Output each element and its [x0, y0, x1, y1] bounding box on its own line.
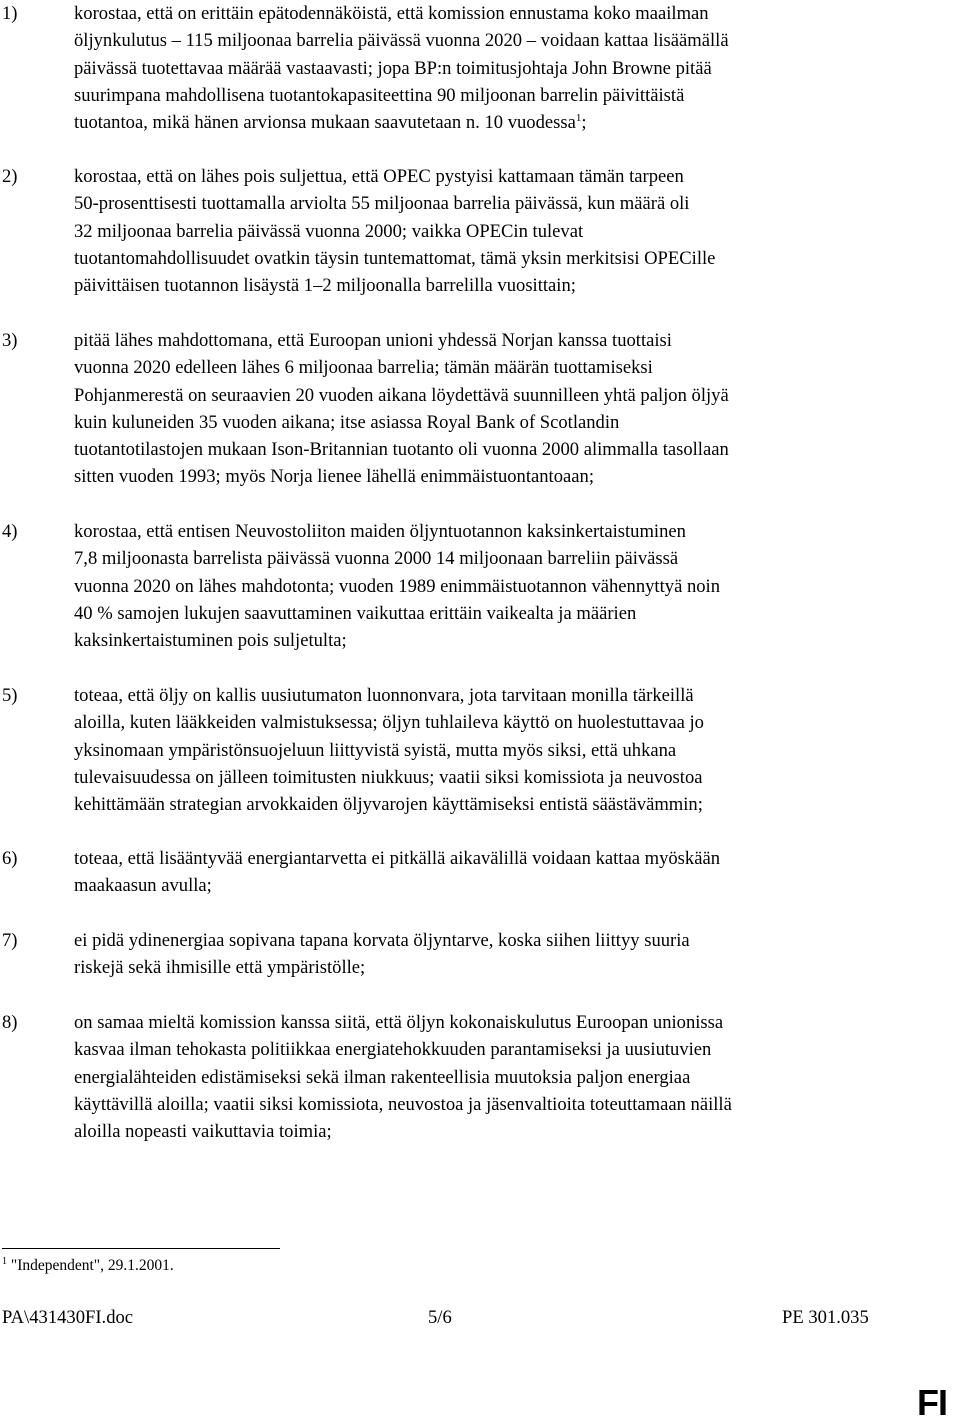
item-number: 2): [2, 166, 18, 187]
text-line: [74, 518, 894, 545]
text-line-content: tuotantomahdollisuudet ovatkin täysin tuntemattomat, tämä yksin merkitsisi OPECille: [74, 247, 716, 269]
text-line: [74, 600, 894, 627]
text-line: [74, 927, 894, 954]
item-text: [74, 327, 894, 491]
text-line: [74, 845, 894, 872]
text-line: [74, 245, 894, 272]
text-line-content: energialähteiden edistämiseksi sekä ilman rakenteellisia muutoksia paljon energiaa: [74, 1066, 691, 1088]
item-number: 4): [2, 521, 18, 542]
text-line: [74, 163, 894, 190]
text-line: [74, 737, 894, 764]
text-line-content: korostaa, että on erittäin epätodennäköistä, että komission ennustama koko maailman: [74, 3, 709, 24]
text-line: [74, 27, 894, 54]
text-line: [74, 463, 894, 490]
footnote-separator: [2, 1248, 280, 1249]
text-line-content: 40 % samojen lukujen saavuttaminen vaikuttaa erittäin vaikealta ja määrien: [74, 602, 637, 624]
text-line: [74, 682, 894, 709]
text-line: [74, 1009, 894, 1036]
footnote: [2, 1256, 174, 1276]
text-line-content: käyttävillä aloilla; vaatii siksi komissiota, neuvostoa ja jäsenvaltioita toteuttamaan näillä: [74, 1093, 732, 1115]
text-line-content: toteaa, että öljy on kallis uusiutumaton luonnonvara, jota tarvitaan monilla tärkeillä: [74, 685, 694, 706]
text-line: [74, 82, 894, 109]
text-line: [74, 409, 894, 436]
text-line-content: vuonna 2020 edelleen lähes 6 miljoonaa barrelia; tämän määrän tuottamiseksi: [74, 357, 653, 379]
text-line: [74, 272, 894, 299]
text-line: [74, 354, 894, 381]
text-line: [74, 573, 894, 600]
text-line: [74, 545, 894, 572]
item-text: [74, 927, 894, 982]
item-text: [74, 163, 894, 299]
item-text: [74, 845, 894, 900]
text-line: [74, 1118, 894, 1145]
text-line-content: aloilla, kuten lääkkeiden valmistuksessa; öljyn tuhlaileva käyttö on huolestuttavaa jo: [74, 712, 704, 734]
text-line-content: tuotantotilastojen mukaan Ison-Britannian tuotanto oli vuonna 2000 alimmalla tasollaan: [74, 439, 729, 461]
text-line: [74, 1036, 894, 1063]
item-number: 7): [2, 930, 18, 951]
item-number: 5): [2, 685, 18, 706]
footer-page-number: 5/6: [428, 1307, 452, 1328]
text-line-content: päivässä tuotettavaa määrää vastaavasti; jopa BP:n toimitusjohtaja John Browne pitää: [74, 57, 712, 79]
footer-pe-number: PE 301.035: [782, 1307, 869, 1328]
text-line-content: tulevaisuudessa on jälleen toimitusten niukkuus; vaatii siksi komissiota ja neuvostoa: [74, 766, 703, 788]
text-line-content: Pohjanmerestä on seuraavien 20 vuoden aikana löydettävä suunnilleen yhtä paljon öljyä: [74, 384, 729, 406]
text-line: [74, 791, 894, 818]
text-line-content: pitää lähes mahdottomana, että Euroopan unioni yhdessä Norjan kanssa tuottaisi: [74, 330, 672, 351]
footnote-text: "Independent", 29.1.2001.: [10, 1257, 174, 1274]
text-line-content: 50-prosenttisesti tuottamalla arviolta 55 miljoonaa barrelia päivässä, kun määrä oli: [74, 193, 690, 215]
text-line: [74, 872, 894, 899]
text-line-content: suurimpana mahdollisena tuotantokapasiteettina 90 miljoonan barrelin päivittäistä: [74, 84, 685, 106]
text-line-content: aloilla nopeasti vaikuttavia toimia;: [74, 1121, 332, 1143]
text-line-content: vuonna 2020 on lähes mahdotonta; vuoden 1989 enimmäistuotannon vähennyttyä noin: [74, 575, 721, 597]
text-line-content: ei pidä ydinenergiaa sopivana tapana korvata öljyntarve, koska siihen liittyy suuria: [74, 930, 690, 951]
footnote-marker: 1: [2, 1256, 7, 1267]
text-line-content: riskejä sekä ihmisille että ympäristölle;: [74, 957, 366, 979]
language-mark: FI: [917, 1382, 947, 1423]
item-number: 1): [2, 3, 18, 24]
footnote-reference: 1: [575, 112, 582, 125]
text-line: [74, 109, 894, 136]
text-line: [74, 218, 894, 245]
text-line: [74, 954, 894, 981]
item-text: [74, 518, 894, 654]
text-line: [74, 627, 894, 654]
text-line: [74, 764, 894, 791]
text-line: [74, 327, 894, 354]
text-line: [74, 382, 894, 409]
text-line-content: öljynkulutus – 115 miljoonaa barrelia päivässä vuonna 2020 – voidaan kattaa lisäämällä: [74, 30, 729, 52]
text-line: [74, 1064, 894, 1091]
text-line-content: 7,8 miljoonasta barrelista päivässä vuonna 2000 14 miljoonaan barreliin päivässä: [74, 548, 679, 570]
item-number: 6): [2, 848, 18, 869]
text-line-content: sitten vuoden 1993; myös Norja lienee lähellä enimmäistuontantoaan;: [74, 466, 594, 488]
text-line-content: tuotantoa, mikä hänen arvionsa mukaan saavutetaan n. 10 vuodessa: [74, 112, 576, 134]
text-line: [74, 55, 894, 82]
text-line-content: korostaa, että on lähes pois suljettua, että OPEC pystyisi kattamaan tämän tarpeen: [74, 166, 684, 187]
text-line-content: kasvaa ilman tehokasta politiikkaa energiatehokkuuden parantamiseksi ja uusiutuvien: [74, 1039, 712, 1061]
text-line-content: yksinomaan ympäristönsuojeluun liittyvistä syistä, mutta myös siksi, että uhkana: [74, 739, 677, 761]
text-line-content: kuin kuluneiden 35 vuoden aikana; itse asiassa Royal Bank of Scotlandin: [74, 411, 620, 433]
text-line-content: kaksinkertaistuminen pois suljetulta;: [74, 630, 347, 652]
item-number: 3): [2, 330, 18, 351]
text-line-content: kehittämään strategian arvokkaiden öljyvarojen käyttämiseksi entistä säästävämmin;: [74, 794, 703, 816]
footer-document-id: PA\431430FI.doc: [2, 1307, 134, 1328]
text-line: [74, 1091, 894, 1118]
text-line: [74, 0, 894, 27]
text-line-content: korostaa, että entisen Neuvostoliiton maiden öljyntuotannon kaksinkertaistuminen: [74, 521, 686, 542]
text-line-content: maakaasun avulla;: [74, 875, 212, 897]
text-line: [74, 709, 894, 736]
text-line: [74, 190, 894, 217]
item-text: [74, 1009, 894, 1145]
item-text: [74, 682, 894, 818]
text-line-content: on samaa mieltä komission kanssa siitä, että öljyn kokonaiskulutus Euroopan unionissa: [74, 1012, 724, 1033]
item-number: 8): [2, 1012, 18, 1033]
text-line-content: päivittäisen tuotannon lisäystä 1–2 miljoonalla barrelilla vuosittain;: [74, 275, 576, 297]
text-line-content: toteaa, että lisääntyvää energiantarvetta ei pitkällä aikavälillä voidaan kattaa myöskään: [74, 848, 721, 869]
text-line-content: 32 miljoonaa barrelia päivässä vuonna 2000; vaikka OPECin tulevat: [74, 220, 584, 242]
text-line: [74, 436, 894, 463]
line-end-punctuation: ;: [581, 112, 587, 134]
item-text: [74, 0, 894, 136]
